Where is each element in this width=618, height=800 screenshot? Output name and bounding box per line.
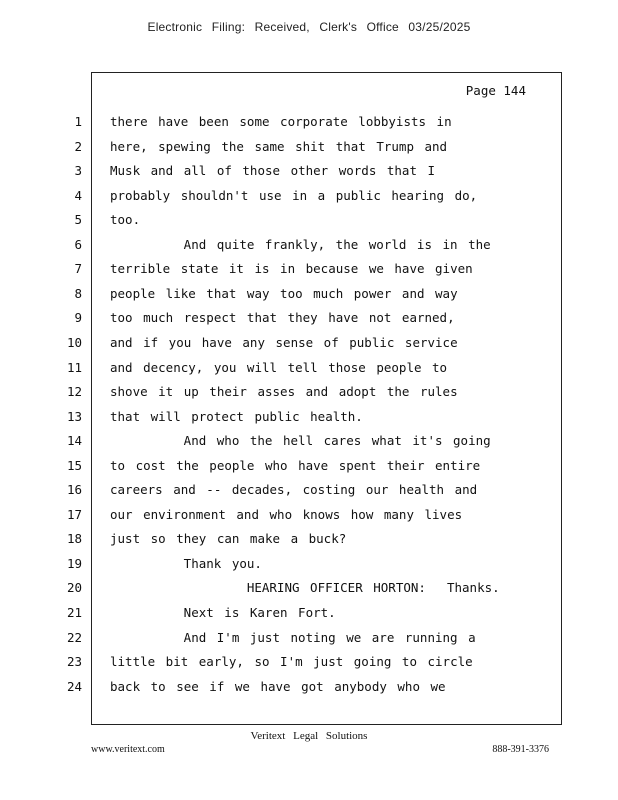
line-text: just so they can make a buck? (110, 531, 347, 546)
footer-phone: 888-391-3376 (492, 744, 549, 755)
line-text: HEARING OFFICER HORTON: Thanks. (110, 580, 500, 595)
line-text: too. (110, 212, 141, 227)
line-number: 1 (74, 114, 82, 129)
line-number: 16 (66, 482, 82, 497)
line-number: 4 (74, 188, 82, 203)
line-text: too much respect that they have not earned, (110, 310, 455, 325)
line-number: 5 (74, 212, 82, 227)
line-text: And who the hell cares what it's going (110, 433, 491, 448)
line-text: there have been some corporate lobbyists in (110, 114, 452, 129)
line-text: Thank you. (110, 556, 262, 571)
line-number: 21 (66, 605, 82, 620)
line-number: 6 (74, 237, 82, 252)
line-text: And quite frankly, the world is in the (110, 237, 491, 252)
footer-company: Veritext Legal Solutions (250, 730, 368, 742)
page-number: Page 144 (465, 83, 526, 98)
line-text: Next is Karen Fort. (110, 605, 336, 620)
filing-header: Electronic Filing: Received, Clerk's Office 03/25/2025 (147, 20, 471, 34)
line-text: terrible state it is in because we have given (110, 261, 473, 276)
line-number: 18 (66, 531, 82, 546)
line-text: that will protect public health. (110, 409, 363, 424)
line-text: little bit early, so I'm just going to circle (110, 654, 473, 669)
line-number: 17 (66, 507, 82, 522)
line-number: 22 (66, 630, 82, 645)
line-number: 13 (66, 409, 82, 424)
line-number: 10 (66, 335, 82, 350)
line-number: 7 (74, 261, 82, 276)
line-text: probably shouldn't use in a public hearing do, (110, 188, 478, 203)
line-text: Musk and all of those other words that I (110, 163, 436, 178)
line-text: And I'm just noting we are running a (110, 630, 476, 645)
line-number: 11 (66, 360, 82, 375)
line-number: 9 (74, 310, 82, 325)
line-number: 8 (74, 286, 82, 301)
line-number: 2 (74, 139, 82, 154)
line-number: 24 (66, 679, 82, 694)
line-text: shove it up their asses and adopt the rules (110, 384, 458, 399)
line-number: 12 (66, 384, 82, 399)
line-text: our environment and who knows how many lives (110, 507, 463, 522)
line-text: and decency, you will tell those people to (110, 360, 448, 375)
line-number: 15 (66, 458, 82, 473)
line-text: and if you have any sense of public service (110, 335, 458, 350)
line-text: to cost the people who have spent their entire (110, 458, 481, 473)
footer-website: www.veritext.com (91, 744, 165, 755)
line-number: 20 (66, 580, 82, 595)
line-number: 23 (66, 654, 82, 669)
line-text: here, spewing the same shit that Trump and (110, 139, 448, 154)
line-number: 19 (66, 556, 82, 571)
line-text: people like that way too much power and way (110, 286, 458, 301)
line-text: back to see if we have got anybody who we (110, 679, 446, 694)
line-number: 3 (74, 163, 82, 178)
line-number: 14 (66, 433, 82, 448)
line-text: careers and -- decades, costing our health and (110, 482, 478, 497)
